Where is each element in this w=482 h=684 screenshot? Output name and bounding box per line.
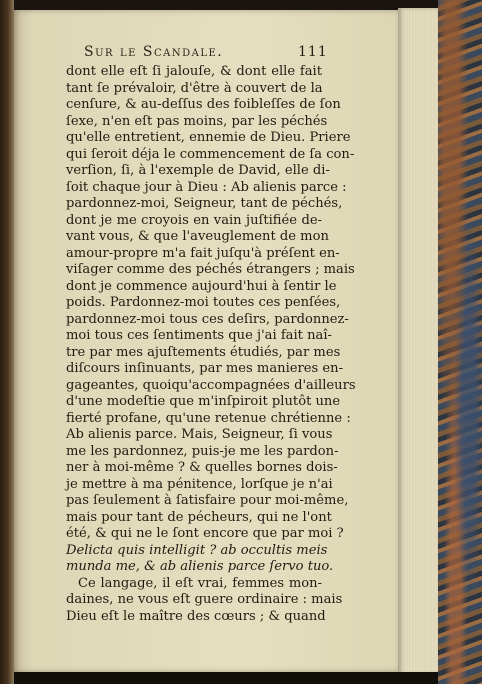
- text-line: dont elle eſt ſi jalouſe, & dont elle fait: [66, 64, 322, 79]
- text-line: me les pardonnez, puis-je me les pardon-: [66, 443, 339, 459]
- text-line: moi tous ces ſentiments que j'ai fait naî-: [66, 328, 332, 343]
- text-line: tant ſe prévaloir, d'être à couvert de la: [66, 80, 323, 96]
- text-line: mais pour tant de pécheurs, qui ne l'ont: [66, 509, 332, 525]
- text-line: d'une modeſtie que m'inſpiroit plutôt une: [66, 394, 341, 409]
- latin-quote-line: Delicta quis intelligit ? ab occultis meis: [66, 542, 328, 558]
- text-line: tre par mes ajuſtements étudiés, par mes: [66, 344, 341, 360]
- text-line: je mettre à ma pénitence, lorſque je n'ai: [66, 476, 333, 492]
- text-line: poids. Pardonnez-moi toutes ces penſées,: [66, 295, 341, 310]
- text-line: pardonnez-moi tous ces deſirs, pardonnez-: [66, 311, 349, 327]
- marbled-cover: [438, 0, 482, 684]
- text-line: amour-propre m'a fait juſqu'à préſent en-: [66, 245, 340, 261]
- bottom-shadow: [14, 672, 438, 684]
- text-line: pas ſeulement à ſatisfaire pour moi-même,: [66, 493, 349, 508]
- text-line: pardonnez-moi, Seigneur, tant de péchés,: [66, 196, 343, 211]
- text-line: gageantes, quoiqu'accompagnées d'ailleurs: [66, 377, 356, 393]
- text-line: dont je commence aujourd'hui à ſentir le: [66, 278, 337, 294]
- text-line: ſexe, n'en eſt pas moins, par les péchés: [66, 113, 328, 129]
- text-line: viſager comme des péchés étrangers ; mais: [66, 262, 355, 277]
- text-line: fierté profane, qu'une retenue chrétienne :: [66, 410, 351, 426]
- text-line: diſcours inſinuants, par mes manieres en-: [66, 361, 344, 376]
- text-line: été, & qui ne le ſont encore que par moi ?: [66, 526, 344, 541]
- text-line: ner à moi-même ? & quelles bornes dois-: [66, 460, 338, 475]
- running-title: Sur le Scandale.: [84, 44, 224, 60]
- body-text: [66, 64, 356, 625]
- book-page: [14, 10, 398, 672]
- text-line: qui ſeroit déja le commencement de ſa con-: [66, 146, 355, 162]
- text-line: vant vous, & que l'aveuglement de mon: [66, 229, 329, 244]
- page-block-edges: [398, 8, 438, 674]
- paragraph-start-line: Ce langage, il eſt vrai, femmes mon-: [78, 575, 322, 591]
- text-line: ſoit chaque jour à Dieu : Ab alienis parce :: [66, 179, 347, 195]
- text-line: verſion, ſi, à l'exemple de David, elle di-: [66, 163, 330, 178]
- left-page-edge: [0, 0, 14, 684]
- latin-quote-line: munda me, & ab alienis parce ſervo tuo.: [66, 559, 334, 574]
- running-header: [84, 44, 404, 60]
- text-line: dont je me croyois en vain juſtifiée de-: [66, 212, 322, 228]
- text-line: qu'elle entretient, ennemie de Dieu. Priere: [66, 130, 351, 145]
- text-line: daines, ne vous eſt guere ordinaire : mais: [66, 592, 343, 607]
- text-line: Dieu eſt le maître des cœurs ; & quand: [66, 608, 326, 624]
- text-line: cenſure, & au-deſſus des foibleſſes de ſon: [66, 97, 341, 112]
- page-number: 111: [298, 44, 328, 60]
- text-line: Ab alienis parce. Mais, Seigneur, ſi vous: [66, 427, 333, 442]
